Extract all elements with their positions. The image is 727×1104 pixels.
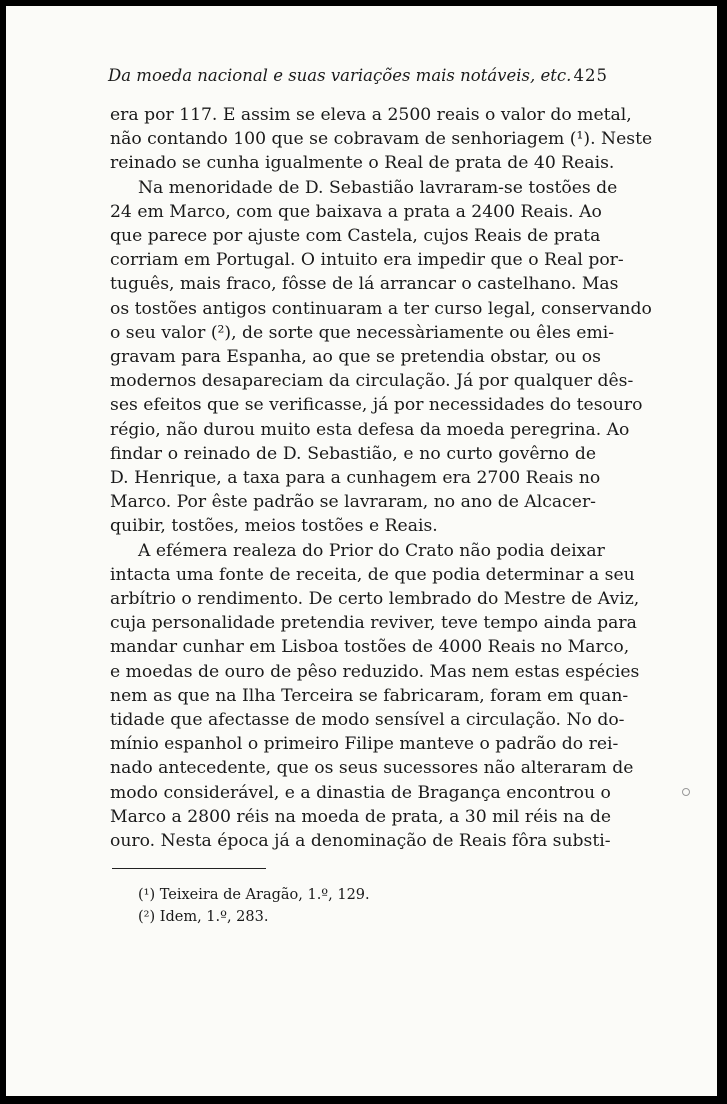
- footnote-1: (¹) Teixeira de Aragão, 1.º, 129.: [138, 887, 370, 903]
- footnote-2: (²) Idem, 1.º, 283.: [138, 909, 269, 925]
- paragraph: [110, 103, 653, 176]
- text-line: quibir, tostões, meios tostões e Reais.: [110, 516, 438, 537]
- text-line: régio, não durou muito esta defesa da moeda peregrina. Ao: [110, 419, 630, 440]
- text-line: A efémera realeza do Prior do Crato não podia deixar: [138, 540, 605, 561]
- text-line: cuja personalidade pretendia reviver, teve tempo ainda para: [110, 613, 637, 634]
- text-line: Marco. Por êste padrão se lavraram, no ano de Alcacer-: [110, 492, 596, 513]
- text-line: era por 117. E assim se eleva a 2500 reais o valor do metal,: [110, 105, 632, 125]
- footnote-divider: [112, 868, 266, 869]
- paragraph: [110, 176, 652, 539]
- page-number: 425: [573, 66, 608, 85]
- text-line: o seu valor (²), de sorte que necessàriamente ou êles emi-: [110, 322, 615, 343]
- text-line: intacta uma fonte de receita, de que podia determinar a seu: [110, 564, 635, 585]
- text-line: não contando 100 que se cobravam de senhoriagem (¹). Neste: [110, 129, 653, 150]
- text-line: gravam para Espanha, ao que se pretendia obstar, ou os: [110, 347, 601, 368]
- text-line: 24 em Marco, com que baixava a prata a 2400 Reais. Ao: [110, 201, 602, 222]
- text-line: que parece por ajuste com Castela, cujos Reais de prata: [110, 226, 601, 247]
- body-text: [110, 103, 653, 853]
- text-line: modo considerável, e a dinastia de Bragança encontrou o: [110, 782, 611, 803]
- text-line: ouro. Nesta época já a denominação de Reais fôra substi-: [110, 831, 611, 852]
- text-line: modernos desapareciam da circulação. Já por qualquer dês-: [110, 371, 634, 392]
- text-line: tuguês, mais fraco, fôsse de lá arrancar o castelhano. Mas: [110, 274, 619, 295]
- text-line: Na menoridade de D. Sebastião lavraram-se tostões de: [138, 177, 618, 198]
- text-line: findar o reinado de D. Sebastião, e no curto govêrno de: [110, 443, 596, 464]
- running-header: [108, 66, 608, 94]
- running-title: Da moeda nacional e suas variações mais notáveis, etc.: [108, 66, 572, 85]
- text-line: D. Henrique, a taxa para a cunhagem era 2700 Reais no: [110, 468, 601, 489]
- text-line: mínio espanhol o primeiro Filipe manteve o padrão do rei-: [110, 734, 619, 755]
- text-line: arbítrio o rendimento. De certo lembrado do Mestre de Aviz,: [110, 589, 640, 610]
- text-line: e moedas de ouro de pêso reduzido. Mas nem estas espécies: [110, 661, 640, 682]
- text-line: Marco a 2800 réis na moeda de prata, a 30 mil réis na de: [110, 806, 611, 827]
- text-line: nem as que na Ilha Terceira se fabricaram, foram em quan-: [110, 685, 629, 706]
- text-line: corriam em Portugal. O intuito era impedir que o Real por-: [110, 250, 624, 271]
- text-line: tidade que afectasse de modo sensível a circulação. No do-: [110, 710, 625, 731]
- text-line: mandar cunhar em Lisboa tostões de 4000 Reais no Marco,: [110, 637, 630, 658]
- paragraph: [110, 539, 640, 854]
- text-line: ses efeitos que se verificasse, já por necessidades do tesouro: [110, 395, 643, 416]
- book-page: [6, 6, 717, 1096]
- text-line: reinado se cunha igualmente o Real de prata de 40 Reais.: [110, 153, 615, 174]
- text-line: nado antecedente, que os seus sucessores não alteraram de: [110, 758, 634, 779]
- margin-mark: [682, 788, 690, 796]
- footnotes: [138, 884, 538, 928]
- text-line: os tostões antigos continuaram a ter curso legal, conservando: [110, 298, 652, 319]
